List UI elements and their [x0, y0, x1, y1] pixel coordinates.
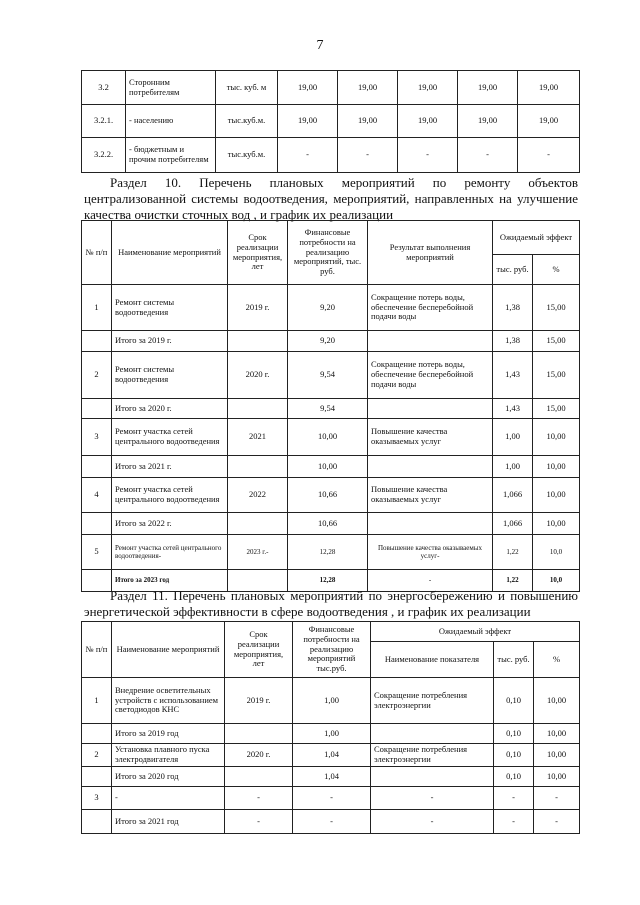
row-value: 19,00: [398, 105, 458, 138]
row-result: -: [368, 570, 493, 592]
row-num: 3: [82, 787, 112, 810]
row-name: - населению: [126, 105, 216, 138]
page-number: 7: [316, 38, 324, 53]
row-effect-pct: -: [534, 787, 580, 810]
header-name: Наименование мероприятий: [112, 221, 228, 285]
row-name: -: [112, 787, 225, 810]
row-unit: тыс. куб. м: [216, 71, 278, 105]
row-num: 3.2.1.: [82, 105, 126, 138]
row-finance: 9,20: [288, 331, 368, 352]
table-row: [82, 810, 580, 834]
row-term: -: [225, 787, 293, 810]
table-row: [82, 744, 580, 767]
table-row: [82, 724, 580, 744]
row-effect-pct: 10,00: [534, 678, 580, 724]
row-effect-pct: 15,00: [533, 285, 580, 331]
row-result: Повышение качества оказываемых услуг: [368, 419, 493, 456]
row-num: 1: [82, 678, 112, 724]
row-effect-unit: 1,38: [493, 285, 533, 331]
section10-title: Раздел 10. Перечень плановых мероприятий по ремонту объектов централизованной системы водоотведения, мероприятий, направленных на улучшение качества очистки сточных вод , и график их реализации: [84, 175, 578, 222]
header-term: Срок реализации мероприятия, лет: [225, 622, 293, 678]
row-effect-pct: 15,00: [533, 399, 580, 419]
row-result: Повышение качества оказываемых услуг: [368, 478, 493, 513]
row-name: - бюджетным и прочим потребителям: [126, 138, 216, 173]
section11-table: [81, 621, 580, 834]
row-result: Сокращение потерь воды, обеспечение бесперебойной подачи воды: [368, 285, 493, 331]
row-finance: 1,00: [293, 724, 371, 744]
row-value: 19,00: [338, 71, 398, 105]
row-total: Итого за 2019 год: [112, 724, 225, 744]
row-name: Ремонт участка сетей центрального водоотведения: [112, 419, 228, 456]
row-term: 2019 г.: [225, 678, 293, 724]
row-finance: -: [293, 810, 371, 834]
row-term: 2020 г.: [228, 352, 288, 399]
row-effect-pct: 10,00: [533, 513, 580, 535]
row-num: 3.2.2.: [82, 138, 126, 173]
row-term: 2019 г.: [228, 285, 288, 331]
table-row: [82, 787, 580, 810]
row-term: 2021: [228, 419, 288, 456]
header-effect-pct: %: [533, 255, 580, 285]
row-value: -: [398, 138, 458, 173]
row-effect-pct: 10,00: [533, 456, 580, 478]
row-name: Ремонт системы водоотведения: [112, 285, 228, 331]
row-name: Внедрение осветительных устройств с использованием светодиодов КНС: [112, 678, 225, 724]
table-row: [82, 456, 580, 478]
row-total: Итого за 2020 год: [112, 767, 225, 787]
row-value: 19,00: [458, 105, 518, 138]
row-effect-pct: 10,00: [534, 724, 580, 744]
header-effect-unit: тыс. руб.: [494, 642, 534, 678]
row-value: -: [518, 138, 580, 173]
row-effect-unit: 0,10: [494, 678, 534, 724]
row-finance: 9,54: [288, 352, 368, 399]
row-value: 19,00: [278, 71, 338, 105]
water-consumers-table: [81, 70, 580, 173]
row-effect-unit: 0,10: [494, 744, 534, 767]
table-row: [82, 138, 580, 173]
row-effect-unit: 1,22: [493, 535, 533, 570]
row-effect-pct: -: [534, 810, 580, 834]
header-effect: Ожидаемый эффект: [371, 622, 580, 642]
row-total: Итого за 2020 г.: [112, 399, 228, 419]
table-row: [82, 419, 580, 456]
header-result: Результат выполнения мероприятий: [368, 221, 493, 285]
row-num: 5: [82, 535, 112, 570]
row-effect-unit: 1,38: [493, 331, 533, 352]
table-row: [82, 331, 580, 352]
row-name: Установка плавного пуска электродвигателя: [112, 744, 225, 767]
row-effect-pct: 10,00: [534, 744, 580, 767]
row-effect-pct: 10,0: [533, 535, 580, 570]
row-value: 19,00: [338, 105, 398, 138]
row-effect-pct: 10,00: [533, 419, 580, 456]
header-num: № п/п: [82, 622, 112, 678]
header-finance: Финансовые потребности на реализацию мероприятий тыс.руб.: [293, 622, 371, 678]
row-value: -: [338, 138, 398, 173]
row-effect-pct: 15,00: [533, 352, 580, 399]
row-value: 19,00: [518, 71, 580, 105]
table-row: [82, 399, 580, 419]
header-num: № п/п: [82, 221, 112, 285]
header-effect: Ожидаемый эффект: [493, 221, 580, 255]
row-effect-unit: 1,00: [493, 419, 533, 456]
row-unit: тыс.куб.м.: [216, 105, 278, 138]
row-effect-unit: 0,10: [494, 724, 534, 744]
row-finance: 12,28: [288, 570, 368, 592]
row-num: 2: [82, 352, 112, 399]
table-row: [82, 285, 580, 331]
row-num: 1: [82, 285, 112, 331]
row-effect-unit: 1,22: [493, 570, 533, 592]
row-effect-unit: 1,43: [493, 352, 533, 399]
row-effect-unit: 0,10: [494, 767, 534, 787]
row-num: 3.2: [82, 71, 126, 105]
row-total: Итого за 2021 год: [112, 810, 225, 834]
row-indicator: Сокращение потребления электроэнергии: [371, 678, 494, 724]
row-result: Повышение качества оказываемых услуг-: [368, 535, 493, 570]
row-finance: -: [293, 787, 371, 810]
row-indicator: -: [371, 787, 494, 810]
row-num: 4: [82, 478, 112, 513]
row-effect-unit: 1,00: [493, 456, 533, 478]
header-term: Срок реализации мероприятия, лет: [228, 221, 288, 285]
row-finance: 1,00: [293, 678, 371, 724]
row-value: 19,00: [278, 105, 338, 138]
table-row: [82, 105, 580, 138]
row-finance: 1,04: [293, 767, 371, 787]
row-term: 2020 г.: [225, 744, 293, 767]
row-effect-pct: 15,00: [533, 331, 580, 352]
table-row: [82, 535, 580, 570]
row-finance: 10,66: [288, 513, 368, 535]
table-row: [82, 478, 580, 513]
row-result: Сокращение потерь воды, обеспечение бесперебойной подачи воды: [368, 352, 493, 399]
row-total: Итого за 2021 г.: [112, 456, 228, 478]
row-finance: 12,28: [288, 535, 368, 570]
row-indicator: Сокращение потребления электроэнергии: [371, 744, 494, 767]
row-effect-pct: 10,00: [533, 478, 580, 513]
row-value: 19,00: [518, 105, 580, 138]
row-effect-pct: 10,00: [534, 767, 580, 787]
row-name: Ремонт участка сетей центрального водоотведения: [112, 478, 228, 513]
row-num: 3: [82, 419, 112, 456]
table-row: [82, 678, 580, 724]
row-name: Сторонним потребителям: [126, 71, 216, 105]
row-name: Ремонт системы водоотведения: [112, 352, 228, 399]
section10-table: [81, 220, 580, 592]
row-finance: 9,54: [288, 399, 368, 419]
row-effect-unit: -: [494, 787, 534, 810]
table-row: [82, 352, 580, 399]
row-unit: тыс.куб.м.: [216, 138, 278, 173]
row-value: -: [458, 138, 518, 173]
row-finance: 9,20: [288, 285, 368, 331]
row-total: Итого за 2023 год: [112, 570, 228, 592]
row-indicator: -: [371, 810, 494, 834]
table-row: [82, 513, 580, 535]
table-row: [82, 71, 580, 105]
row-finance: 10,66: [288, 478, 368, 513]
row-term: 2023 г.-: [228, 535, 288, 570]
row-effect-unit: 1,43: [493, 399, 533, 419]
row-effect-pct: 10,0: [533, 570, 580, 592]
row-finance: 10,00: [288, 456, 368, 478]
row-value: 19,00: [398, 71, 458, 105]
table-header-row: [82, 622, 580, 642]
row-finance: 10,00: [288, 419, 368, 456]
header-name: Наименование мероприятий: [112, 622, 225, 678]
header-effect-pct: %: [534, 642, 580, 678]
row-total: Итого за 2022 г.: [112, 513, 228, 535]
row-term: 2022: [228, 478, 288, 513]
row-total: Итого за 2019 г.: [112, 331, 228, 352]
row-finance: 1,04: [293, 744, 371, 767]
table-header-row: [82, 221, 580, 255]
row-effect-unit: 1,066: [493, 513, 533, 535]
row-num: 2: [82, 744, 112, 767]
table-row: [82, 767, 580, 787]
header-finance: Финансовые потребности на реализацию мероприятий, тыс. руб.: [288, 221, 368, 285]
header-indicator: Наименование показателя: [371, 642, 494, 678]
section11-title: Раздел 11. Перечень плановых мероприятий по энергосбережению и повышению энергетической эффективности в сфере водоотведения , и график их реализации: [84, 588, 578, 619]
row-value: -: [278, 138, 338, 173]
header-effect-unit: тыс. руб.: [493, 255, 533, 285]
row-effect-unit: 1,066: [493, 478, 533, 513]
row-name: Ремонт участка сетей центрального водоотведения-: [112, 535, 228, 570]
row-term: -: [225, 810, 293, 834]
row-value: 19,00: [458, 71, 518, 105]
row-effect-unit: -: [494, 810, 534, 834]
